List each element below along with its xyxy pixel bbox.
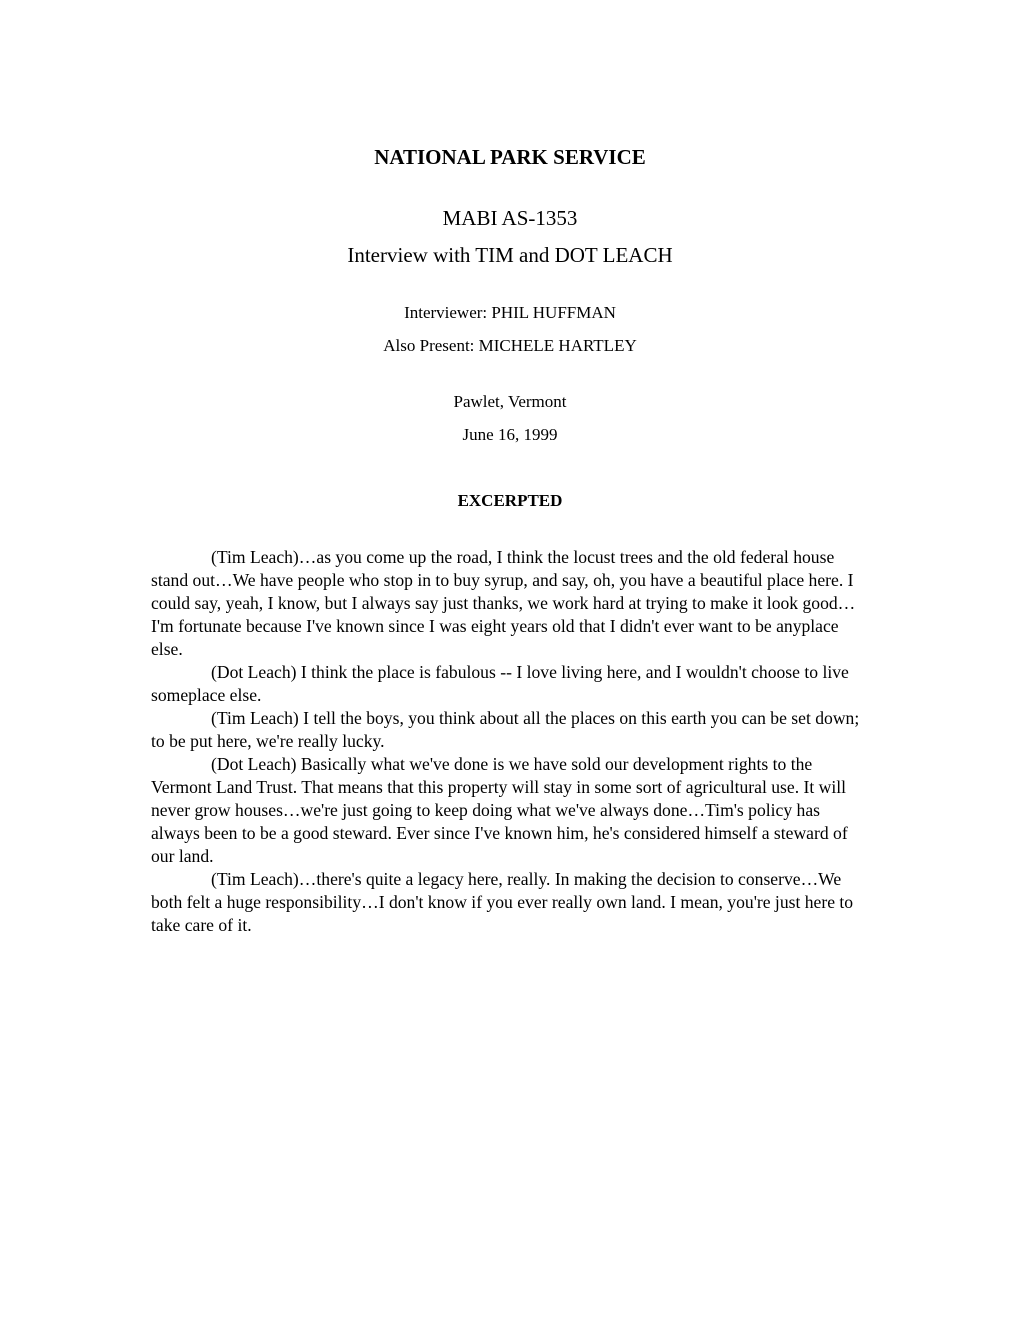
transcript-paragraph: (Dot Leach) I think the place is fabulous -- I love living here, and I wouldn't choose to live someplace else. bbox=[151, 662, 849, 705]
interview-date: June 16, 1999 bbox=[462, 425, 558, 444]
also-present-line: Also Present: MICHELE HARTLEY bbox=[383, 336, 637, 355]
excerpted-label: EXCERPTED bbox=[457, 491, 563, 510]
interview-place: Pawlet, Vermont bbox=[453, 392, 567, 411]
interviewer-line: Interviewer: PHIL HUFFMAN bbox=[404, 303, 616, 322]
document-id: MABI AS-1353 bbox=[442, 206, 578, 230]
transcript-paragraph: (Dot Leach) Basically what we've done is we have sold our development rights to the Vermont Land Trust. That means that this property will stay in some sort of agricultural use. It will never grow houses…we're just going to keep doing what we've always done…Tim's policy has always been to be a good steward. Ever since I've known him, he's considered himself a steward of our land. bbox=[151, 754, 848, 866]
transcript-paragraph: (Tim Leach)…there's quite a legacy here, really. In making the decision to conserve…We both felt a huge responsibility…I don't know if you ever really own land. I mean, you're just here to take care of it. bbox=[151, 869, 854, 935]
transcript-paragraph: (Tim Leach)…as you come up the road, I think the locust trees and the old federal house stand out…We have people who stop in to buy syrup, and say, oh, you have a beautiful place here. I could say, yeah, I know, but I always say just thanks, we work hard at trying to make it look good…I'm fortunate because I've known since I was eight years old that I didn't ever want to be anyplace else. bbox=[151, 547, 856, 659]
interview-title: Interview with TIM and DOT LEACH bbox=[347, 243, 673, 267]
agency-heading: NATIONAL PARK SERVICE bbox=[374, 145, 646, 169]
transcript-paragraph: (Tim Leach) I tell the boys, you think about all the places on this earth you can be set down; to be put here, we're really lucky. bbox=[151, 708, 860, 751]
transcript-body bbox=[151, 546, 873, 937]
